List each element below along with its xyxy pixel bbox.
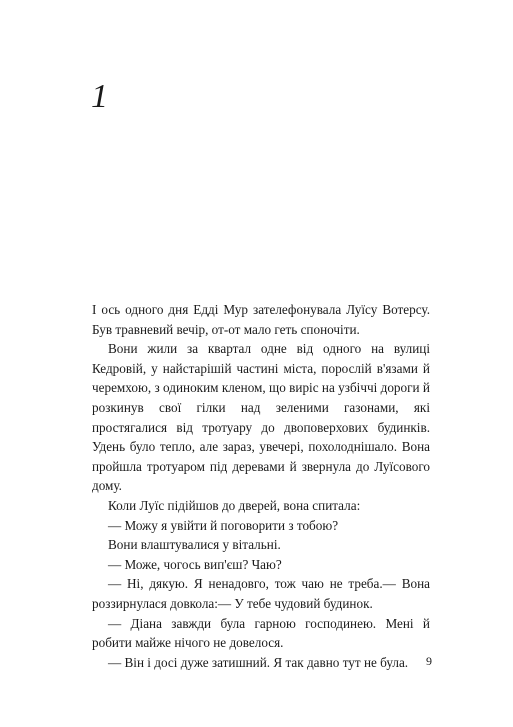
dialogue-line: — Можу я увійти й поговорити з тобою? — [108, 517, 339, 533]
dialogue-line: — Може, чогось вип'єш? Чаю? — [108, 556, 282, 572]
page-number: 9 — [426, 654, 432, 668]
paragraph: І ось одного дня Едді Мур зателефонувала Луїсу Вотерсу. Був травневий вечір, от-от мало геть споночіти. — [92, 302, 430, 337]
dialogue-line: — Ні, дякую. Я ненадовго, тож чаю не треба.— Вона роззирнулася довкола:— У тебе чудовий будинок. — [92, 576, 430, 611]
dialogue-line: — Він і досі дуже затишний. Я так давно тут не була. — [108, 654, 409, 670]
dialogue-line: — Діана завжди була гарною господинею. Мені й робити майже нічого не довелося. — [92, 615, 430, 651]
paragraph: Вони жили за квартал одне від одного на вулиці Кедровій, у найстарішій частині міста, порослій в'язами й черемхою, з одиноким кленом, що виріс на узбіччі дороги й розкинув свої гілки над зеленими газонами, які простягалися від тротуару до двоповерхових будинків. Удень було тепло, але зараз, увечері, похолоднішало. Вона пройшла тротуаром під деревами й звернула до Луїсового дому. — [92, 341, 430, 494]
paragraph: Коли Луїс підійшов до дверей, вона спитала: — [108, 497, 361, 513]
chapter-number: 1 — [91, 78, 108, 115]
chapter-body — [92, 300, 430, 672]
paragraph: Вони влаштувалися у вітальні. — [108, 537, 281, 553]
